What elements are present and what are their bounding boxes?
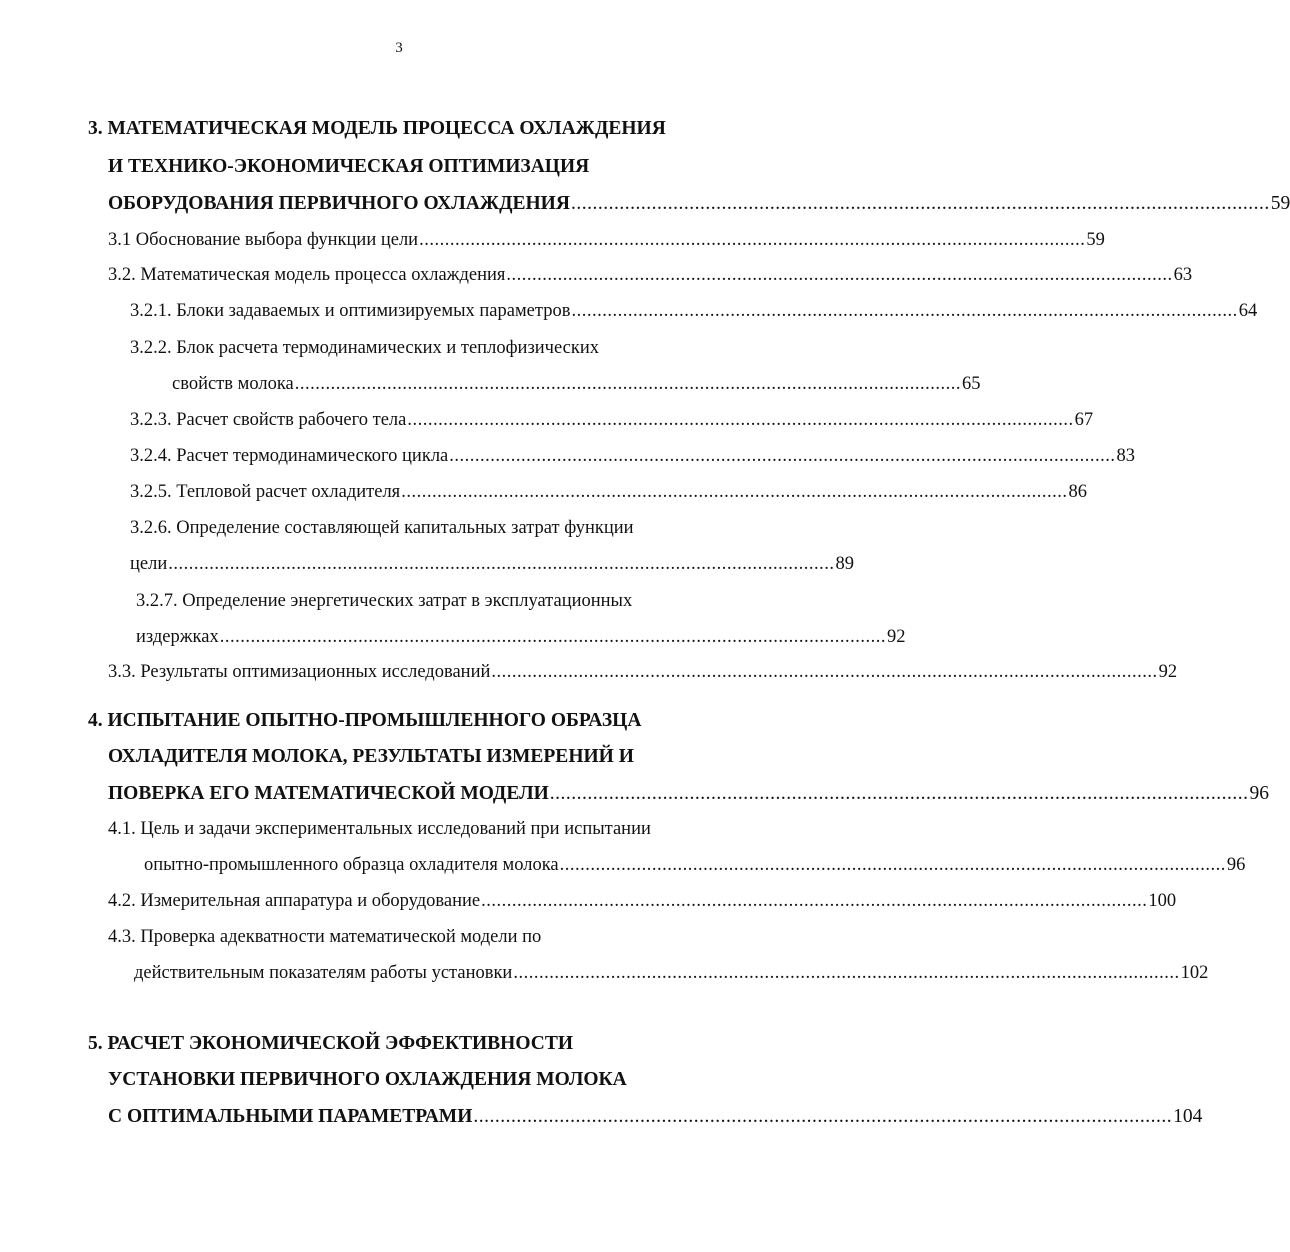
toc-page-number: 92: [1158, 662, 1178, 682]
leader-dots: ..................................................................................................................................: [294, 374, 961, 394]
toc-entry-3-2-2-line1: [130, 338, 599, 359]
leader-dots: ..................................................................................................................................: [481, 891, 1148, 911]
toc-entry-text: 4.1. Цель и задачи экспериментальных исследований при испытании: [108, 819, 651, 839]
leader-dots: ..................................................................................................................................: [407, 410, 1074, 430]
toc-heading-3-line2: [108, 156, 589, 178]
toc-entry-text: свойств молока: [172, 374, 294, 394]
toc-entry-text: опытно-промышленного образца охладителя молока: [144, 855, 559, 875]
page-number: 3: [395, 40, 403, 56]
toc-entry-3-2-7-line2[interactable]: [136, 627, 906, 648]
toc-entry-4-2[interactable]: [108, 891, 1177, 912]
toc-entry-3-2-5[interactable]: [130, 482, 1087, 503]
toc-entry-text: ПОВЕРКА ЕГО МАТЕМАТИЧЕСКОЙ МОДЕЛИ: [108, 783, 549, 804]
toc-entry-text: 5. РАСЧЕТ ЭКОНОМИЧЕСКОЙ ЭФФЕКТИВНОСТИ: [88, 1033, 574, 1054]
leader-dots: ..................................................................................................................................: [449, 446, 1116, 466]
leader-dots: ..................................................................................................................................: [473, 1106, 1173, 1127]
leader-dots: ..................................................................................................................................: [559, 855, 1226, 875]
toc-page-number: 67: [1074, 410, 1094, 430]
toc-heading-4-line1: [88, 710, 641, 732]
toc-entry-text: С ОПТИМАЛЬНЫМИ ПАРАМЕТРАМИ: [108, 1106, 473, 1127]
toc-entry-text: 3.2.5. Тепловой расчет охладителя: [130, 482, 401, 502]
toc-entry-text: ОБОРУДОВАНИЯ ПЕРВИЧНОГО ОХЛАЖДЕНИЯ: [108, 193, 570, 214]
toc-page-number: 65: [962, 374, 981, 394]
toc-entry-text: 4. ИСПЫТАНИЕ ОПЫТНО-ПРОМЫШЛЕННОГО ОБРАЗЦА: [88, 710, 642, 731]
toc-entry-3-2-6-line2[interactable]: [130, 554, 854, 575]
toc-entry-3-1[interactable]: [108, 230, 1105, 251]
toc-heading-4-line3[interactable]: [108, 783, 1270, 805]
toc-entry-text: 3.2.3. Расчет свойств рабочего тела: [130, 410, 407, 430]
toc-page-number: 89: [835, 554, 854, 574]
toc-heading-3-line3[interactable]: [108, 193, 1290, 215]
toc-entry-text: 3.1 Обоснование выбора функции цели: [108, 230, 419, 250]
leader-dots: ..................................................................................................................................: [401, 482, 1068, 502]
leader-dots: ..................................................................................................................................: [506, 265, 1173, 285]
leader-dots: ..................................................................................................................................: [219, 627, 886, 647]
toc-entry-text: 3.2.4. Расчет термодинамического цикла: [130, 446, 449, 466]
toc-entry-text: цели: [130, 554, 168, 574]
toc-heading-3-line1: [88, 118, 666, 140]
leader-dots: ..................................................................................................................................: [570, 193, 1270, 214]
toc-page-number: 59: [1270, 193, 1290, 214]
toc-entry-4-1-line1: [108, 819, 651, 840]
toc-heading-4-line2: [108, 746, 634, 768]
toc-entry-text: УСТАНОВКИ ПЕРВИЧНОГО ОХЛАЖДЕНИЯ МОЛОКА: [108, 1069, 627, 1090]
toc-entry-4-1-line2[interactable]: [144, 855, 1246, 876]
toc-entry-3-2-3[interactable]: [130, 410, 1094, 431]
toc-entry-3-3[interactable]: [108, 662, 1178, 683]
toc-entry-text: 3.3. Результаты оптимизационных исследований: [108, 662, 491, 682]
leader-dots: ..................................................................................................................................: [419, 230, 1086, 250]
toc-page-number: 92: [886, 627, 906, 647]
toc-entry-text: действительным показателям работы установки: [134, 963, 513, 983]
toc-entry-text: 3. МАТЕМАТИЧЕСКАЯ МОДЕЛЬ ПРОЦЕССА ОХЛАЖДЕНИЯ: [88, 118, 666, 139]
toc-entry-text: И ТЕХНИКО-ЭКОНОМИЧЕСКАЯ ОПТИМИЗАЦИЯ: [108, 156, 590, 177]
toc-page-number: 86: [1068, 482, 1087, 502]
toc-entry-3-2-7-line1: [136, 591, 632, 612]
toc-entry-3-2-1[interactable]: [130, 301, 1258, 322]
toc-entry-text: 3.2. Математическая модель процесса охлаждения: [108, 265, 506, 285]
toc-page-number: 59: [1086, 230, 1105, 250]
toc-entry-text: издержках: [136, 627, 219, 647]
leader-dots: ..................................................................................................................................: [571, 301, 1238, 321]
toc-heading-5-line3[interactable]: [108, 1106, 1203, 1128]
toc-entry-text: ОХЛАДИТЕЛЯ МОЛОКА, РЕЗУЛЬТАТЫ ИЗМЕРЕНИЙ И: [108, 746, 634, 767]
leader-dots: ..................................................................................................................................: [491, 662, 1158, 682]
toc-entry-text: 3.2.6. Определение составляющей капитальных затрат функции: [130, 518, 634, 538]
toc-page-number: 64: [1238, 301, 1258, 321]
toc-entry-text: 4.3. Проверка адекватности математической модели по: [108, 927, 542, 947]
toc-heading-5-line2: [108, 1069, 627, 1091]
toc-page-number: 96: [1249, 783, 1270, 804]
toc-entry-text: 3.2.7. Определение энергетических затрат в эксплуатационных: [136, 591, 633, 611]
toc-entry-text: 3.2.1. Блоки задаваемых и оптимизируемых параметров: [130, 301, 571, 321]
toc-page-number: 63: [1173, 265, 1193, 285]
toc-entry-text: 3.2.2. Блок расчета термодинамических и теплофизических: [130, 338, 599, 358]
leader-dots: ..................................................................................................................................: [549, 783, 1249, 804]
toc-page-number: 83: [1116, 446, 1136, 466]
toc-page-number: 104: [1173, 1106, 1203, 1127]
toc-entry-4-3-line1: [108, 927, 541, 948]
toc-page-number: 96: [1226, 855, 1246, 875]
toc-entry-3-2-4[interactable]: [130, 446, 1136, 467]
toc-page-number: 100: [1148, 891, 1177, 911]
leader-dots: ..................................................................................................................................: [513, 963, 1180, 983]
toc-entry-4-3-line2[interactable]: [134, 963, 1209, 984]
toc-heading-5-line1: [88, 1033, 573, 1055]
toc-entry-3-2-6-line1: [130, 518, 634, 539]
toc-entry-3-2-2-line2[interactable]: [172, 374, 981, 395]
toc-page-number: 102: [1180, 963, 1209, 983]
toc-entry-text: 4.2. Измерительная аппаратура и оборудование: [108, 891, 481, 911]
leader-dots: ..................................................................................................................................: [168, 554, 835, 574]
toc-entry-3-2[interactable]: [108, 265, 1193, 286]
